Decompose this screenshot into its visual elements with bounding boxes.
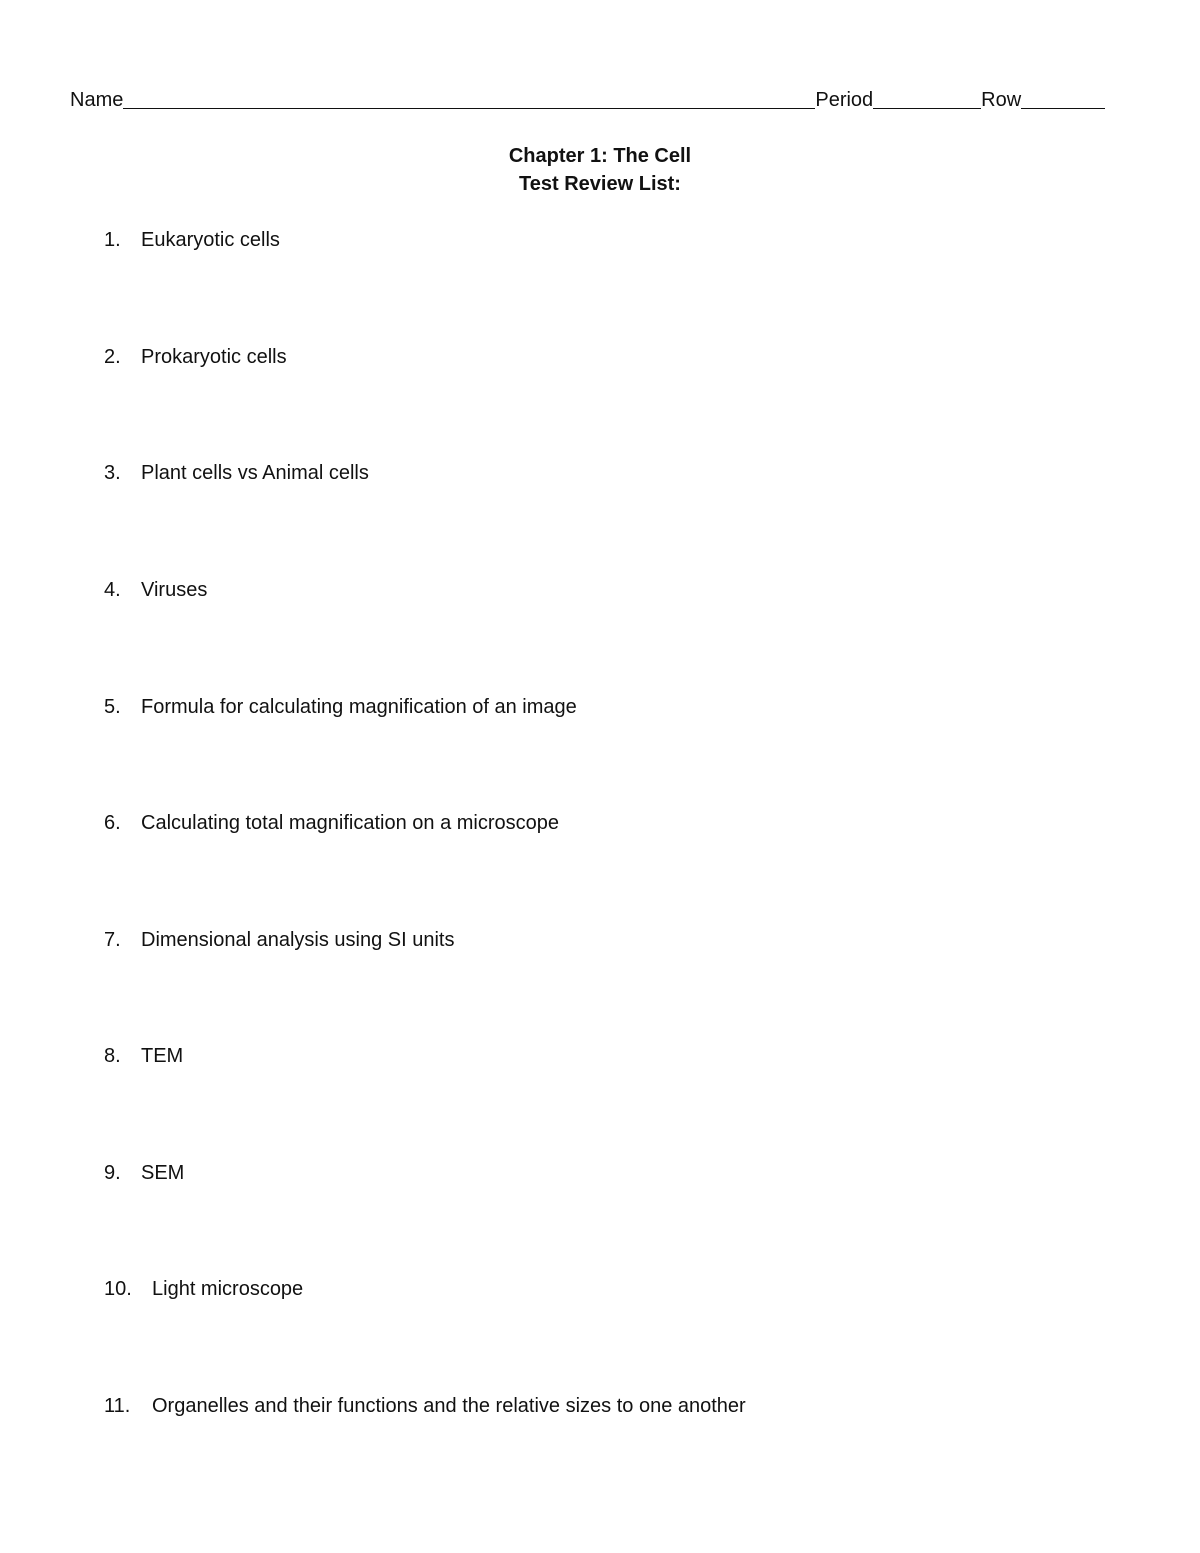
item-text: TEM <box>141 1045 184 1067</box>
item-number: 7. <box>104 929 121 951</box>
item-number: 4. <box>104 579 121 601</box>
item-number: 3. <box>104 462 121 484</box>
name-label: Name <box>70 89 124 111</box>
list-item <box>104 576 207 604</box>
item-number: 9. <box>104 1162 121 1184</box>
item-number: 10. <box>104 1278 132 1300</box>
item-text: SEM <box>141 1162 185 1184</box>
chapter-title: Chapter 1: The Cell <box>508 145 692 167</box>
item-text: Organelles and their functions and the relative sizes to one another <box>152 1395 746 1417</box>
list-item <box>104 1392 746 1420</box>
item-number: 11. <box>104 1395 131 1417</box>
list-item <box>104 1042 183 1070</box>
list-item <box>104 459 369 487</box>
item-number: 6. <box>104 812 121 834</box>
item-text: Dimensional analysis using SI units <box>141 929 455 951</box>
review-list-title: Test Review List: <box>519 173 681 195</box>
item-text: Plant cells vs Animal cells <box>141 462 369 484</box>
item-number: 1. <box>104 229 121 251</box>
item-text: Viruses <box>141 579 208 601</box>
item-number: 5. <box>104 696 121 718</box>
list-item <box>104 226 280 254</box>
item-text: Calculating total magnification on a microscope <box>141 812 559 834</box>
list-item <box>104 926 455 954</box>
list-item <box>104 1275 303 1303</box>
row-label: Row <box>981 89 1022 111</box>
item-text: Prokaryotic cells <box>141 346 287 368</box>
item-text: Formula for calculating magnification of an image <box>141 696 577 718</box>
item-number: 8. <box>104 1045 121 1067</box>
item-number: 2. <box>104 346 121 368</box>
period-label: Period <box>815 89 874 111</box>
list-item <box>104 809 559 837</box>
item-text: Eukaryotic cells <box>141 229 280 251</box>
list-item <box>104 343 287 371</box>
item-text: Light microscope <box>152 1278 304 1300</box>
list-item <box>104 1159 184 1187</box>
list-item <box>104 693 577 721</box>
